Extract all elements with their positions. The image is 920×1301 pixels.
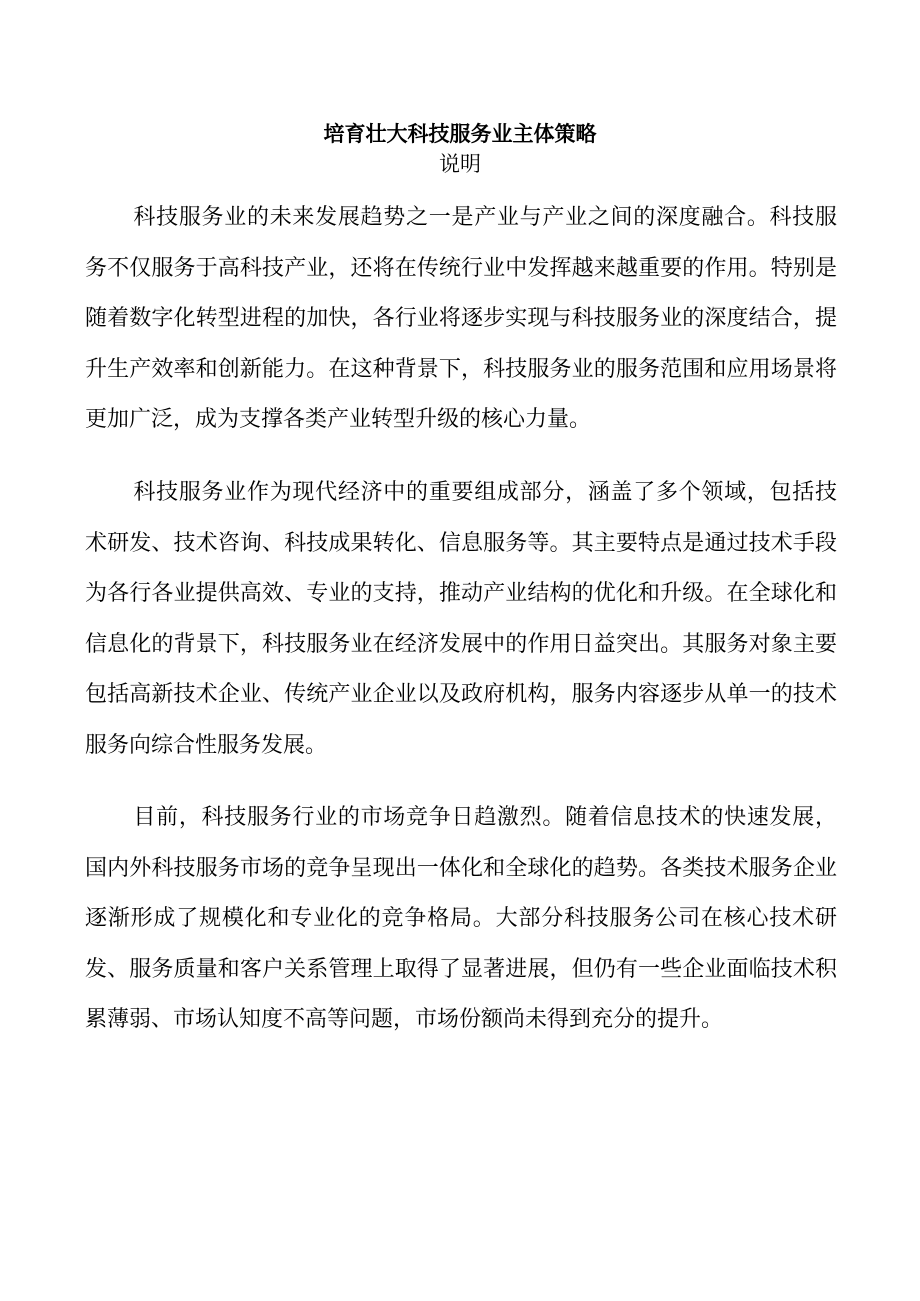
paragraph-2: 科技服务业作为现代经济中的重要组成部分，涵盖了多个领域，包括技术研发、技术咨询、科技成果转化、信息服务等。其主要特点是通过技术手段为各行各业提供高效、专业的支持，推动产业结构的优化和升级。在全球化和信息化的背景下，科技服务业在经济发展中的作用日益突出。其服务对象主要包括高新技术企业、传统产业企业以及政府机构，服务内容逐步从单一的技术服务向综合性服务发展。 bbox=[85, 480, 837, 758]
document-subtitle: 说明 bbox=[439, 152, 481, 176]
document-title: 培育壮大科技服务业主体策略 bbox=[323, 121, 597, 146]
paragraph-3: 目前，科技服务行业的市场竞争日趋激烈。随着信息技术的快速发展，国内外科技服务市场的竞争呈现出一体化和全球化的趋势。各类技术服务企业逐渐形成了规模化和专业化的竞争格局。大部分科技服务公司在核心技术研发、服务质量和客户关系管理上取得了显著进展，但仍有一些企业面临技术积累薄弱、市场认知度不高等问题，市场份额尚未得到充分的提升。 bbox=[85, 805, 837, 1032]
paragraph-1: 科技服务业的未来发展趋势之一是产业与产业之间的深度融合。科技服务不仅服务于高科技产业，还将在传统行业中发挥越来越重要的作用。特别是随着数字化转型进程的加快，各行业将逐步实现与科技服务业的深度结合，提升生产效率和创新能力。在这种背景下，科技服务业的服务范围和应用场景将更加广泛，成为支撑各类产业转型升级的核心力量。 bbox=[85, 205, 837, 432]
